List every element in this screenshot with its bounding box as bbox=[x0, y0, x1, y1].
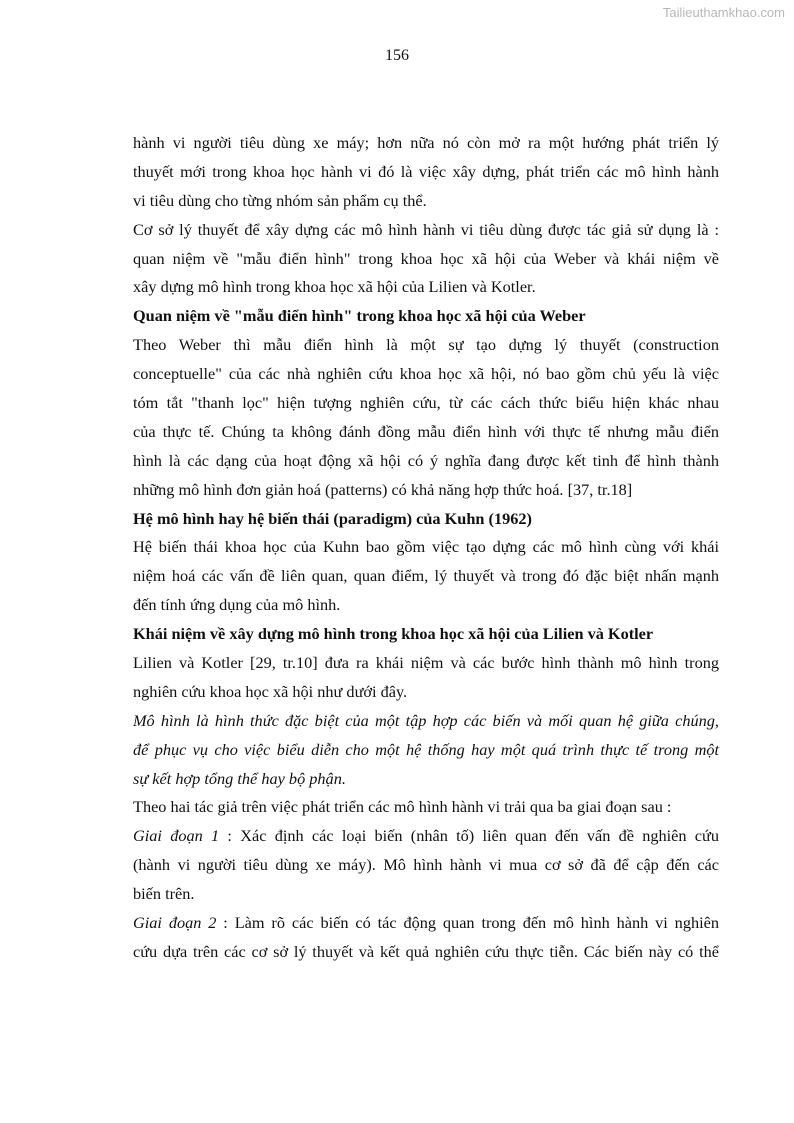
paragraph-line: những mô hình đơn giản hoá (patterns) có khả năng hợp thức hoá. [37, tr.18] bbox=[133, 479, 633, 499]
definition-line: để phục vụ cho việc biểu diễn cho một hệ thống hay một quá trình thực tế trong một bbox=[133, 739, 719, 759]
paragraph-line: quan niệm về "mẫu điển hình" trong khoa học xã hội của Weber và khái niệm về bbox=[133, 248, 719, 268]
paragraph-line: vi tiêu dùng cho từng nhóm sản phẩm cụ thể. bbox=[133, 190, 427, 210]
definition-line: Mô hình là hình thức đặc biệt của một tập hợp các biến và mối quan hệ giữa chúng, bbox=[133, 710, 719, 730]
paragraph-line: tóm tắt "thanh lọc" hiện tượng nghiên cứu, từ các cách thức biểu hiện khác nhau bbox=[133, 393, 719, 413]
stage-1-line bbox=[133, 822, 719, 851]
paragraph-line: Lilien và Kotler [29, tr.10] đưa ra khái niệm và các bước hình thành mô hình trong bbox=[133, 653, 719, 673]
paragraph-line: hình là các dạng của hoạt động xã hội có ý nghĩa đang được kết tinh để hình thành bbox=[133, 450, 719, 470]
paragraph-line: nghiên cứu khoa học xã hội như dưới đây. bbox=[133, 681, 408, 701]
paragraph-line: (hành vi người tiêu dùng xe máy). Mô hình hành vi mua cơ sở đã để cập đến các bbox=[133, 855, 719, 875]
paragraph-line: Theo Weber thì mẫu điển hình là một sự tạo dựng lý thuyết (construction bbox=[133, 335, 719, 355]
paragraph-line: conceptuelle" của các nhà nghiên cứu khoa học xã hội, nó bao gồm chủ yếu là việc bbox=[133, 364, 719, 384]
paragraph-line: Cơ sở lý thuyết để xây dựng các mô hình hành vi tiêu dùng được tác giả sử dụng là : bbox=[133, 219, 719, 239]
section-heading: Quan niệm về "mẫu điển hình" trong khoa học xã hội của Weber bbox=[133, 306, 586, 326]
paragraph-line: niệm hoá các vấn đề liên quan, quan điểm, lý thuyết và trong đó đặc biệt nhấn mạnh bbox=[133, 566, 719, 586]
paragraph-line: xây dựng mô hình trong khoa học xã hội của Lilien và Kotler. bbox=[133, 277, 536, 297]
stage-2-line bbox=[133, 909, 719, 938]
stage-label: Giai đoạn 1 bbox=[133, 826, 220, 846]
paragraph-line: Theo hai tác giả trên việc phát triển các mô hình hành vi trải qua ba giai đoạn sau : bbox=[133, 797, 672, 817]
paragraph-line: Hệ biến thái khoa học của Kuhn bao gồm việc tạo dựng các mô hình cùng với khái bbox=[133, 537, 719, 557]
paragraph-line: biến trên. bbox=[133, 884, 195, 904]
paragraph-line: đến tính ứng dụng của mô hình. bbox=[133, 595, 341, 615]
stage-text: : Xác định các loại biến (nhân tố) liên quan đến vấn đề nghiên cứu bbox=[219, 826, 719, 846]
definition-line: sự kết hợp tổng thể hay bộ phận. bbox=[133, 768, 346, 788]
stage-text: : Làm rõ các biến có tác động quan trong đến mô hình hành vi nghiên bbox=[216, 913, 719, 933]
section-heading: Hệ mô hình hay hệ biến thái (paradigm) của Kuhn (1962) bbox=[133, 508, 532, 528]
paragraph-line: cứu dựa trên các cơ sở lý thuyết và kết quả nghiên cứu thực tiễn. Các biến này có thể bbox=[133, 941, 719, 961]
document-body bbox=[133, 129, 719, 967]
page-number: 156 bbox=[385, 47, 409, 64]
paragraph-line: hành vi người tiêu dùng xe máy; hơn nữa nó còn mở ra một hướng phát triển lý bbox=[133, 133, 719, 152]
stage-label: Giai đoạn 2 bbox=[133, 913, 217, 933]
section-heading: Khái niệm về xây dựng mô hình trong khoa học xã hội của Lilien và Kotler bbox=[133, 624, 654, 644]
paragraph-line: của thực tế. Chúng ta không đánh đồng mẫu điển hình với thực tế nhưng mẫu điển bbox=[133, 421, 719, 441]
paragraph-line: thuyết mới trong khoa học hành vi đó là việc xây dựng, phát triển các mô hình hành bbox=[133, 161, 719, 181]
watermark: Tailieuthamkhao.com bbox=[662, 5, 785, 20]
